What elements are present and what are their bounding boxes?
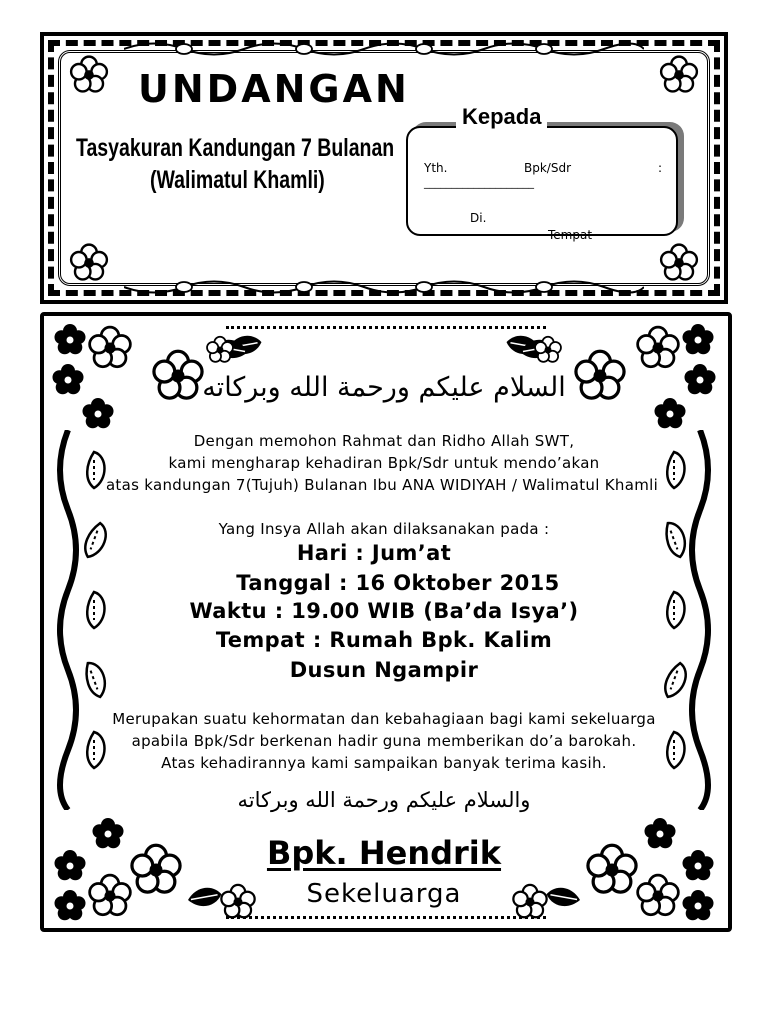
arabic-closing: والسلام عليكم ورحمة الله وبركاته bbox=[237, 788, 531, 812]
bow-vine-top bbox=[124, 38, 644, 60]
intro-line: Dengan memohon Rahmat dan Ridho Allah SWT, bbox=[193, 432, 575, 450]
corner-flower-icon bbox=[60, 234, 118, 292]
event-subtitle: (Walimatul Khamli) bbox=[150, 166, 325, 194]
event-place: Tempat : Rumah Bpk. Kalim bbox=[215, 628, 553, 652]
family-label: Sekeluarga bbox=[306, 879, 462, 909]
corner-flower-icon bbox=[60, 46, 118, 104]
event-time: Waktu : 19.00 WIB (Ba’da Isya’) bbox=[189, 599, 579, 623]
event-date: Tanggal : 16 Oktober 2015 bbox=[236, 571, 560, 595]
corner-flower-icon bbox=[650, 234, 708, 292]
event-place-detail: Dusun Ngampir bbox=[289, 658, 479, 682]
place-label: Tempat bbox=[548, 228, 593, 242]
host-name: Bpk. Hendrik bbox=[266, 834, 502, 872]
recipient-colon: : bbox=[658, 161, 663, 175]
di-label: Di. bbox=[470, 211, 487, 225]
schedule-intro: Yang Insya Allah akan dilaksanakan pada : bbox=[218, 520, 550, 538]
intro-line: kami mengharap kehadiran Bpk/Sdr untuk mendo’akan bbox=[168, 454, 600, 472]
closing-line: apabila Bpk/Sdr berkenan hadir guna memberikan do’a barokah. bbox=[131, 732, 637, 750]
recipient-blank-line: ____________________ bbox=[424, 176, 534, 189]
closing-line: Atas kehadirannya kami sampaikan banyak terima kasih. bbox=[161, 754, 607, 772]
invitation-title: UNDANGAN bbox=[138, 67, 410, 111]
intro-line: atas kandungan 7(Tujuh) Bulanan Ibu ANA WIDIYAH / Walimatul Khamli bbox=[105, 476, 659, 494]
bow-vine-bottom bbox=[124, 276, 644, 298]
event-title: Tasyakuran Kandungan 7 Bulanan bbox=[76, 134, 395, 162]
event-day: Hari : Jum’at bbox=[296, 541, 452, 565]
closing-line: Merupakan suatu kehormatan dan kebahagiaan bagi kami sekeluarga bbox=[112, 710, 656, 728]
recipient-label: Bpk/Sdr bbox=[524, 161, 572, 175]
corner-flower-icon bbox=[650, 46, 708, 104]
address-heading: Kepada bbox=[456, 104, 547, 130]
arabic-greeting: السلام عليكم ورحمة الله وبركاته bbox=[202, 372, 566, 403]
yth-label: Yth. bbox=[424, 161, 448, 175]
